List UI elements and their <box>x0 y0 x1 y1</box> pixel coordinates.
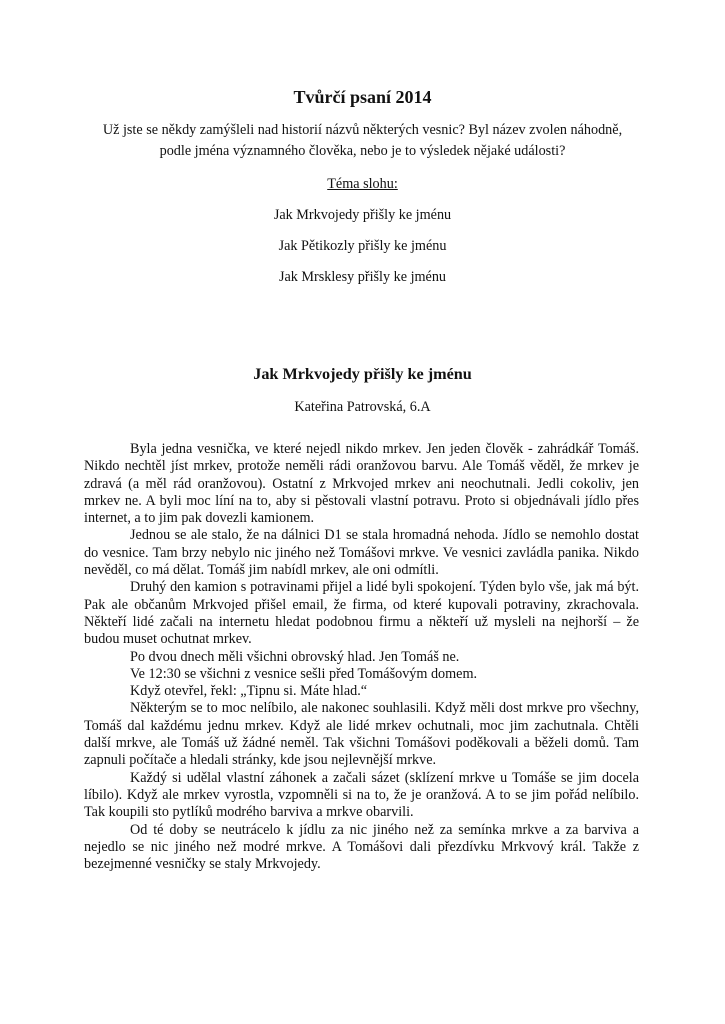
theme-label: Téma slohu: <box>327 176 398 192</box>
topic-item: Jak Mrkvojedy přišly ke jménu <box>273 207 452 223</box>
intro-text: Už jste se někdy zamýšleli nad historií názvů některých vesnic? Byl název zvolen náhodně, podle jména významného člověka, nebo je to výsledek nějaké události? <box>102 122 623 159</box>
story-paragraph: Od té doby se neutrácelo k jídlu za nic jiného než za semínka mrkve a za barviva a nejedlo se nic jiného než modré mrkve. A Tomášovi dali přezdívku Mrkvový král. Takže z bezejmenné vesničky se staly Mrkvojedy. <box>84 821 639 873</box>
document-title: Tvůrčí psaní 2014 <box>293 87 432 107</box>
story-paragraph: Jednou se ale stalo, že na dálnici D1 se stala hromadná nehoda. Jídlo se nemohlo dostat do vesnice. Tam brzy nebylo nic jiného než Tomášovi mrkve. Ve vesnici zavládla panika. Nikdo nevěděl, co má dělat. Tomáš jim nabídl mrkev, ale oni odmítli. <box>84 527 639 579</box>
story-paragraph: Každý si udělal vlastní záhonek a začali sázet (sklízení mrkve u Tomáše se jim docela líbilo). Když ale mrkev vyrostla, vzpomněli si na to, že je oranžová. A to se jim pořád nelíbilo. Tak koupili sto pytlíků modrého barviva a mrkve obarvili. <box>84 769 639 821</box>
story-paragraph: Ve 12:30 se všichni z vesnice sešli před Tomášovým domem. <box>130 665 478 682</box>
story-paragraph: Po dvou dnech měli všichni obrovský hlad. Jen Tomáš ne. <box>130 648 460 665</box>
story-body <box>84 441 639 873</box>
story-title: Jak Mrkvojedy přišly ke jménu <box>253 365 472 383</box>
story-paragraph: Některým se to moc nelíbilo, ale nakonec souhlasili. Když měli dost mrkve pro všechny, Tomáš dal každému jednu mrkev. Když ale lidé mrkev ochutnali, moc jim zachutnala. Chtěli další mrkve, ale Tomáš už žádné neměl. Tak všichni Tomášovi poděkovali a běželi domů. Tam zapnuli počítače a hledali stránky, kde jsou nejlevnější mrkve. <box>84 700 639 769</box>
topic-item: Jak Pětikozly přišly ke jménu <box>278 238 447 254</box>
story-paragraph: Když otevřel, řekl: „Tipnu si. Máte hlad.“ <box>130 683 368 700</box>
story-author: Kateřina Patrovská, 6.A <box>294 399 431 415</box>
story-paragraph: Byla jedna vesnička, ve které nejedl nikdo mrkev. Jen jeden člověk - zahrádkář Tomáš. Nikdo nechtěl jíst mrkev, protože neměli rádi oranžovou barvu. Ale Tomáš věděl, že mrkev je zdravá (a měl rád oranžovou). Ostatní z Mrkvojed mrkev ani neochutnali. Jedli cokoliv, jen mrkev ne. A byli moc líní na to, aby si pěstovali vlastní potravu. Proto si objednávali jídlo přes internet, a to jim pak dovezli kamionem. <box>84 441 639 527</box>
topic-item: Jak Mrsklesy přišly ke jménu <box>278 269 447 285</box>
story-paragraph: Druhý den kamion s potravinami přijel a lidé byli spokojení. Týden bylo vše, jak má být. Pak ale občanům Mrkvojed přišel email, že firma, od které kupovali potraviny, zkrachovala. Někteří lidé začali na internetu hledat podobnou firmu a někteří už mysleli na nejhorší – že budou muset ochutnat mrkev. <box>84 579 639 648</box>
